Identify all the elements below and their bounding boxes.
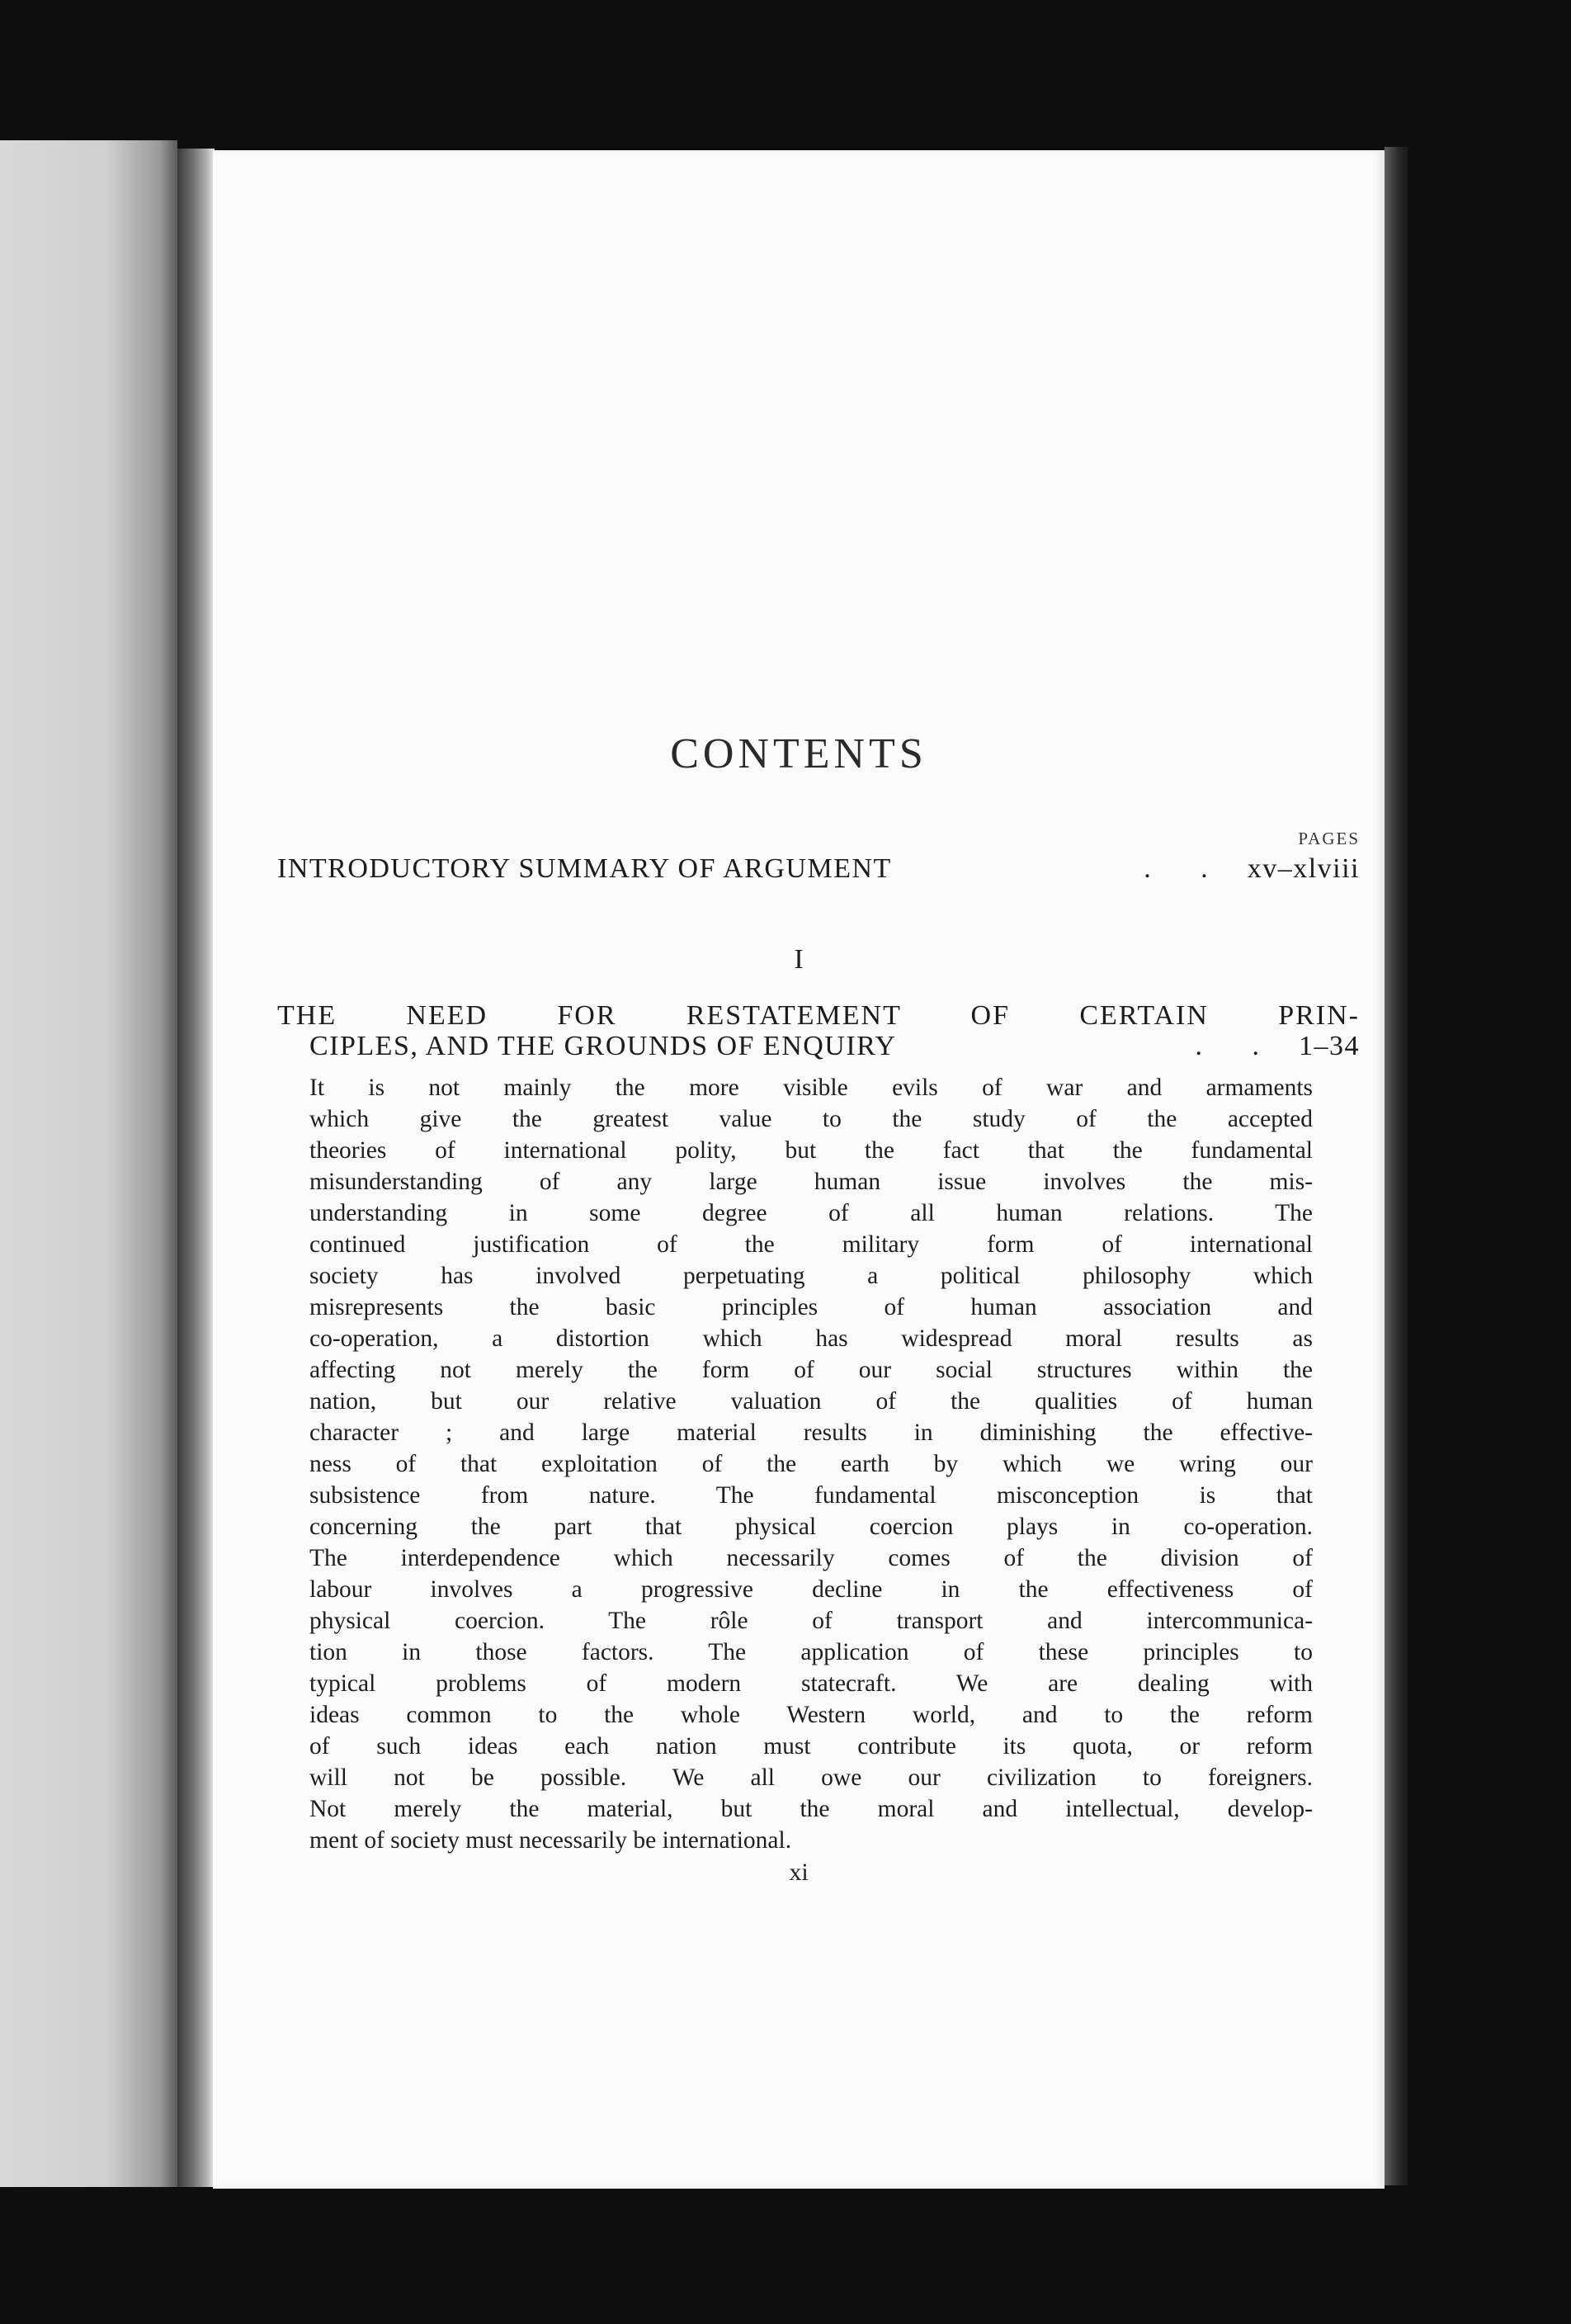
summary-line: co-operation, a distortion which has widespread moral results as (309, 1325, 1313, 1352)
toc-entry-chapter-1 (309, 1031, 1360, 1062)
summary-line: ideas common to the whole Western world, and to the reform (309, 1702, 1313, 1728)
summary-line: theories of international polity, but the fact that the fundamental (309, 1137, 1313, 1164)
summary-line: affecting not merely the form of our social structures within the (309, 1357, 1313, 1383)
summary-line: tion in those factors. The application of these principles to (309, 1639, 1313, 1665)
contents-page (213, 150, 1385, 2189)
toc-entry-title: INTRODUCTORY SUMMARY OF ARGUMENT (277, 853, 892, 884)
chapter-summary (309, 1072, 1313, 1856)
summary-line: which give the greatest value to the study of the accepted (309, 1106, 1313, 1132)
summary-line: ness of that exploitation of the earth by which we wring our (309, 1451, 1313, 1477)
summary-line: labour involves a progressive decline in the effectiveness of (309, 1576, 1313, 1603)
summary-line: Not merely the material, but the moral and intellectual, develop- (309, 1796, 1313, 1822)
summary-line: It is not mainly the more visible evils of war and armaments (309, 1075, 1313, 1101)
toc-leader-dots: . . (1144, 853, 1229, 884)
summary-line: nation, but our relative valuation of the qualities of human (309, 1388, 1313, 1415)
pages-column-label: PAGES (1298, 829, 1360, 848)
toc-entry-pages: 1–34 (1299, 1031, 1360, 1061)
summary-line: character ; and large material results in diminishing the effective- (309, 1419, 1313, 1446)
summary-line: typical problems of modern statecraft. We are dealing with (309, 1670, 1313, 1697)
summary-line: understanding in some degree of all human relations. The (309, 1200, 1313, 1226)
summary-line: ment of society must necessarily be international. (309, 1827, 792, 1854)
facing-page (0, 140, 177, 2187)
summary-line: misunderstanding of any large human issue involves the mis- (309, 1169, 1313, 1195)
chapter-title-line-2: CIPLES, AND THE GROUNDS OF ENQUIRY (309, 1031, 897, 1061)
page-number: xi (789, 1859, 809, 1886)
summary-line: continued justification of the military form of international (309, 1231, 1313, 1258)
chapter-title-line-1: THE NEED FOR RESTATEMENT OF CERTAIN PRIN- (277, 1000, 1360, 1031)
toc-entry-introduction (277, 853, 1360, 885)
summary-line: society has involved perpetuating a political philosophy which (309, 1263, 1313, 1289)
toc-leader-dots: . . (1195, 1031, 1281, 1061)
page-edge (1385, 147, 1408, 2185)
summary-line: will not be possible. We all owe our civilization to foreigners. (309, 1764, 1313, 1791)
summary-line: The interdependence which necessarily comes of the division of (309, 1545, 1313, 1571)
toc-entry-pages: xv–xlviii (1247, 853, 1360, 884)
summary-line: physical coercion. The rôle of transport and intercommunica- (309, 1608, 1313, 1634)
summary-line: concerning the part that physical coercion plays in co-operation. (309, 1514, 1313, 1540)
summary-line: misrepresents the basic principles of human association and (309, 1294, 1313, 1320)
summary-line: of such ideas each nation must contribute its quota, or reform (309, 1733, 1313, 1760)
book-gutter (177, 149, 215, 2187)
chapter-numeral: I (794, 944, 804, 975)
summary-line: subsistence from nature. The fundamental misconception is that (309, 1482, 1313, 1509)
page-heading: CONTENTS (670, 730, 927, 777)
